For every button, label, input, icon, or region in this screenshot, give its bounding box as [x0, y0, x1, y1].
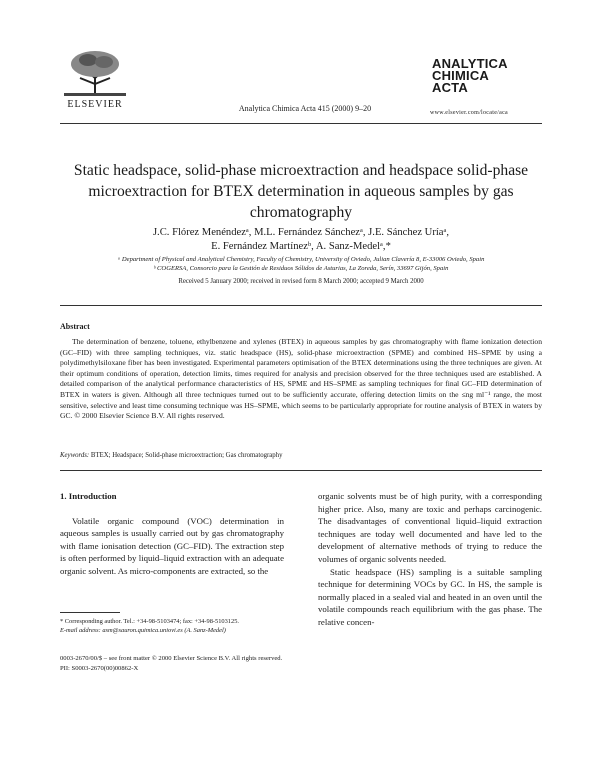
abstract-bottom-divider — [60, 470, 542, 471]
copyright-block — [60, 654, 542, 674]
article-title: Static headspace, solid-phase microextraction and headspace solid-phase microextraction for BTEX determination in aqueous samples by gas chromatography — [73, 162, 529, 221]
publisher-name: ELSEVIER — [67, 99, 123, 110]
journal-citation: Analytica Chimica Acta 415 (2000) 9–20 — [238, 104, 372, 113]
right-column — [318, 490, 542, 629]
keywords-list: BTEX; Headspace; Solid-phase microextraction; Gas chromatography — [90, 452, 283, 459]
abstract-text: The determination of benzene, toluene, ethylbenzene and xylenes (BTEX) in aqueous samples by gas chromatography with flame ionization detection (GC–FID) with three sampling techniques, viz. static headspace (HS), solid-phase microextraction (SPME) and combined HS–SPME by using a polydimethylsiloxane fiber has been investigated. Experimental parameters optimisation of the BTEX determinations using the three techniques are given. At their optimum conditions of operation, detection limits, times required for analysis and precision observed for the three techniques used are established. A detailed comparison of the analytical performance characteristics of HS, SPME and HS–SPME as sampling techniques for final GC–FID determination of BTEX in waters is given. Although all three techniques turned out to be sufficiently accurate, offering detection limits on the ≤ng ml⁻¹ range, the most sensitive, selective and least time consuming technique was HS–SPME, which seems to be particularly appropriate for routine analysis of BTEX in waters by GC. © 2000 Elsevier Science B.V. All rights reserved. — [60, 337, 542, 421]
footnote-divider — [60, 612, 120, 613]
body-paragraph: Static headspace (HS) sampling is a suitable sampling technique for determining VOCs by GC. In HS, the sample is normally placed in a sealed vial and heated in an oven until the volatile compounds reach equilibrium with the gas phase. The relative concen- — [318, 566, 542, 627]
corresponding-author-note: * Corresponding author. Tel.: +34-98-5103474; fax: +34-98-5103125. — [60, 618, 239, 625]
email-note[interactable]: E-mail address: asm@sauron.quimica.uniovi.es (A. Sanz-Medel) — [60, 627, 226, 634]
affiliation-b: ᵇ COGERSA, Consorcio para la Gestión de Residuos Sólidos de Asturias, La Zoreda, Serín, 33697 Gijón, Spain — [153, 265, 449, 272]
journal-url[interactable]: www.elsevier.com/locate/aca — [430, 110, 509, 116]
journal-logo-line: ANALYTICA — [432, 56, 508, 71]
keywords — [60, 452, 542, 459]
author-line: E. Fernández Martínezᵇ, A. Sanz-Medelᵃ,* — [211, 241, 391, 252]
pii-line: PII: S0003-2670(00)00862-X — [60, 665, 139, 672]
header-divider — [60, 123, 542, 124]
journal-logo-line: ACTA — [432, 80, 468, 95]
author-list — [60, 226, 542, 254]
abstract-top-divider — [60, 305, 542, 306]
copyright-line: 0003-2670/00/$ – see front matter © 2000 Elsevier Science B.V. All rights reserved. — [60, 655, 283, 662]
body-paragraph: Volatile organic compound (VOC) determination in aqueous samples is usually carried out by gas chromatography with flame ionisation detection (GC–FID). The extraction step is often performed by liquid–liquid extraction with an adequate organic solvent. As micro-components are extracted, so the — [60, 515, 284, 576]
section-heading: 1. Introduction — [60, 491, 117, 501]
footnotes — [60, 617, 284, 635]
abstract-heading: Abstract — [60, 322, 90, 331]
affiliation-a: ᵃ Department of Physical and Analytical Chemistry, Faculty of Chemistry, University of Oviedo, Julian Clavería 8, E-33006 Oviedo, Spain — [117, 256, 485, 263]
body-paragraph: organic solvents must be of high purity, with a corresponding higher price. Also, many are toxic and perhaps carcinogenic. The disadvantages of conventional liquid–liquid extraction techniques are today well documented and have led to the development of alternative methods of trying to reduce the volumes of organic solvents needed. — [318, 491, 542, 564]
left-column — [60, 490, 284, 578]
affiliations — [60, 255, 542, 273]
journal-logo — [432, 58, 542, 94]
author-line: J.C. Flórez Menéndezᵃ, M.L. Fernández Sánchezᵃ, J.E. Sánchez Uríaᵃ, — [152, 227, 450, 238]
keywords-label: Keywords: — [60, 452, 90, 459]
received-dates: Received 5 January 2000; received in revised form 8 March 2000; accepted 9 March 2000 — [178, 278, 424, 285]
journal-logo-line: CHIMICA — [432, 68, 490, 83]
